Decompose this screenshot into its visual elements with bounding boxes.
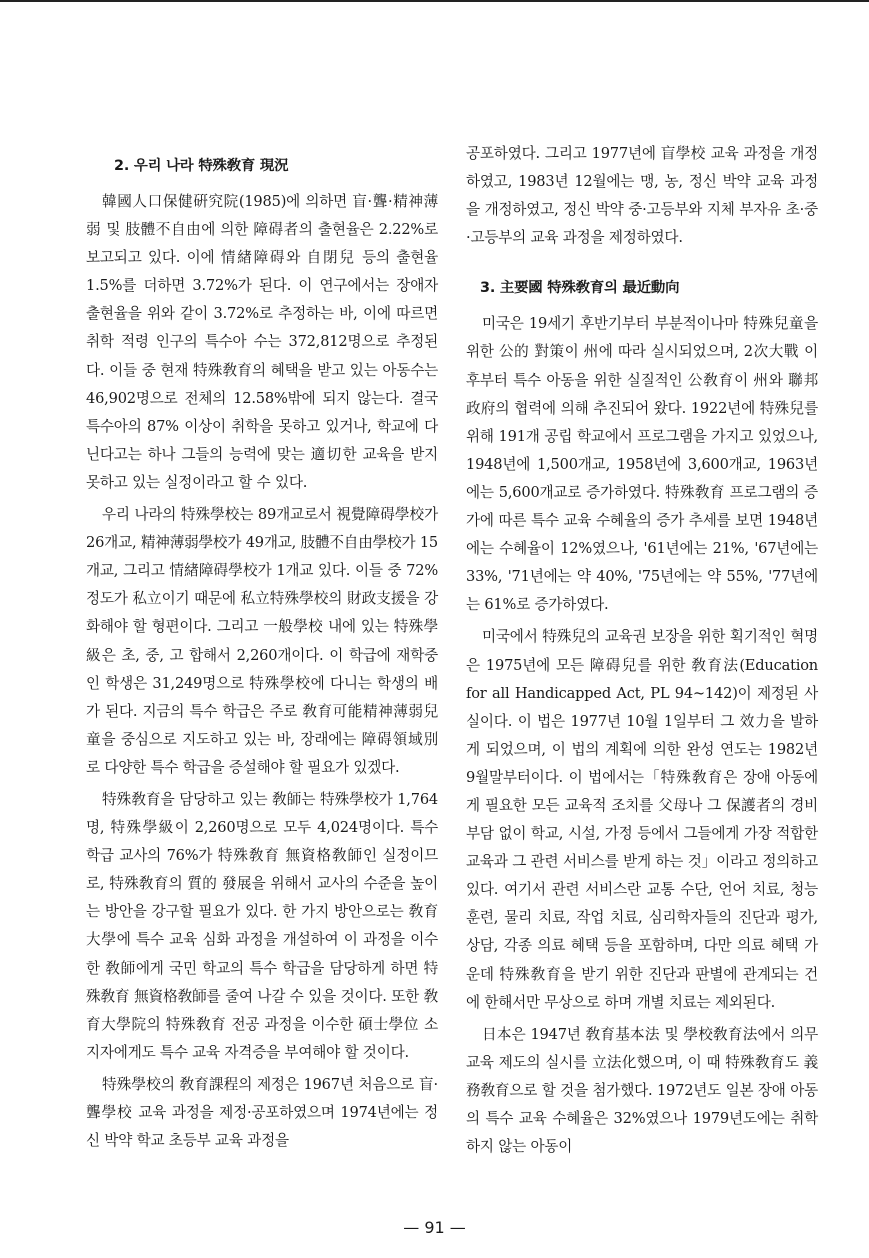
page-number: — 91 — — [403, 1218, 466, 1237]
right-column — [466, 140, 818, 1165]
left-column — [86, 152, 438, 1159]
section-heading-domestic: 2. 우리 나라 特殊敎育 現況 — [114, 158, 289, 174]
top-rule — [0, 0, 869, 2]
paragraph-continuation: 공포하였다. 그리고 1977년에 盲學校 교육 과정을 개정하였고, 1983년 12월에는 맹, 농, 정신 박약 교육 과정을 개정하였고, 정신 박약 중·고등부와 지체 부자유 초·중·고등부의 교육 과정을 제정하였다. — [466, 145, 818, 247]
paragraph: 日本은 1947년 敎育基本法 및 學校敎育法에서 의무 교육 제도의 실시를 立法化했으며, 이 때 特殊敎育도 義務敎育으로 할 것을 첨가했다. 1972년도 일본 장애 아동의 특수 교육 수혜율은 32%였으나 1979년도에는 취학하지 않는 아동이 — [466, 1025, 818, 1156]
paragraph: 特殊敎育을 담당하고 있는 敎師는 特殊學校가 1,764명, 特殊學級이 2,260명으로 모두 4,024명이다. 특수 학급 교사의 76%가 特殊敎育 無資格敎師인 실정이므로, 特殊敎育의 質的 發展을 위해서 교사의 수준을 높이는 방안을 강구할 필요가 있다. 한 가지 방안으로는 敎育大學에 특수 교육 심화 과정을 개설하여 이 과정을 이수한 敎師에게 국민 학교의 특수 학급을 담당하게 하면 特殊敎育 無資格敎師를 줄여 나갈 수 있을 것이다. 또한 敎育大學院의 特殊敎育 전공 과정을 이수한 碩士學位 소지자에게도 특수 교육 자격증을 부여해야 할 것이다. — [86, 790, 438, 1061]
paragraph: 韓國人口保健硏究院(1985)에 의하면 盲·聾·精神薄弱 및 肢體不自由에 의한 障碍者의 출현율은 2.22%로 보고되고 있다. 이에 情緖障碍와 自閉兒 등의 출현율 1.5%를 더하면 3.72%가 된다. 이 연구에서는 장애자 출현율을 위와 같이 3.72%로 추정하는 바, 이에 따르면 취학 적령 인구의 특수아 수는 372,812명으로 추정된다. 이들 중 현재 特殊敎育의 혜택을 받고 있는 아동수는 46,902명으로 전체의 12.58%밖에 되지 않는다. 결국 특수아의 87% 이상이 취학을 못하고 있거나, 학교에 다닌다고는 하나 그들의 능력에 맞는 適切한 교육을 받지 못하고 있는 실정이라고 할 수 있다. — [86, 193, 438, 491]
paragraph: 우리 나라의 特殊學校는 89개교로서 視覺障碍學校가 26개교, 精神薄弱學校가 49개교, 肢體不自由學校가 15개교, 그리고 情緖障碍學校가 1개교 있다. 이들 중 72% 정도가 私立이기 때문에 私立特殊學校의 財政支援을 강화해야 할 형편이다. 그리고 一般學校 내에 있는 特殊學級은 초, 중, 고 합해서 2,260개이다. 이 학급에 재학중인 학생은 31,249명으로 特殊學校에 다니는 학생의 배가 된다. 지금의 특수 학급은 주로 敎育可能精神薄弱兒童을 중심으로 지도하고 있는 바, 장래에는 障碍領域別로 다양한 특수 학급을 증설해야 할 필요가 있겠다. — [86, 506, 438, 776]
paragraph: 미국에서 特殊兒의 교육권 보장을 위한 획기적인 혁명은 1975년에 모든 障碍兒를 위한 敎育法(Education for all Handicapped Act, PL 94~142)이 제정된 사실이다. 이 법은 1977년 10월 1일부터 그 效力을 발하게 되었으며, 이 법의 계획에 의한 완성 연도는 1982년 9월말부터이다. 이 법에서는「特殊敎育은 장애 아동에게 필요한 모든 교육적 조치를 父母나 그 保護者의 경비 부담 없이 학교, 시설, 가정 등에서 그들에게 가장 적합한 교육과 그 관련 서비스를 받게 하는 것」이라고 정의하고 있다. 여기서 관련 서비스란 교통 수단, 언어 치료, 청능 훈련, 물리 치료, 작업 치료, 심리학자들의 진단과 평가, 상담, 각종 의료 혜택 등을 포함하며, 다만 의료 혜택 가운데 特殊敎育을 받기 위한 진단과 판별에 관계되는 건에 한해서만 무상으로 하며 개별 치료는 제외된다. — [466, 628, 818, 1011]
paragraph: 特殊學校의 敎育課程의 제정은 1967년 처음으로 盲·聾學校 교육 과정을 제정·공포하였으며 1974년에는 정신 박약 학교 초등부 교육 과정을 — [86, 1075, 438, 1150]
section-heading-international: 3. 主要國 特殊敎育의 最近動向 — [480, 280, 680, 297]
paragraph: 미국은 19세기 후반기부터 부분적이나마 特殊兒童을 위한 公的 對策이 州에 따라 실시되었으며, 2次大戰 이후부터 특수 아동을 위한 실질적인 公敎育이 州와 聯邦政府의 협력에 의해 추진되어 왔다. 1922년에 特殊兒를 위해 191개 공립 학교에서 프로그램을 가지고 있었으나, 1948년에 1,500개교, 1958년에 3,600개교, 1963년에는 5,600개교로 증가하였다. 特殊敎育 프로그램의 증가에 따른 특수 교육 수혜율의 증가 추세를 보면 1948년에는 수혜율이 12%였으나, '61년에는 21%, '67년에는 33%, '71년에는 약 40%, '75년에는 약 55%, '77년에는 61%로 증가하였다. — [466, 315, 818, 614]
